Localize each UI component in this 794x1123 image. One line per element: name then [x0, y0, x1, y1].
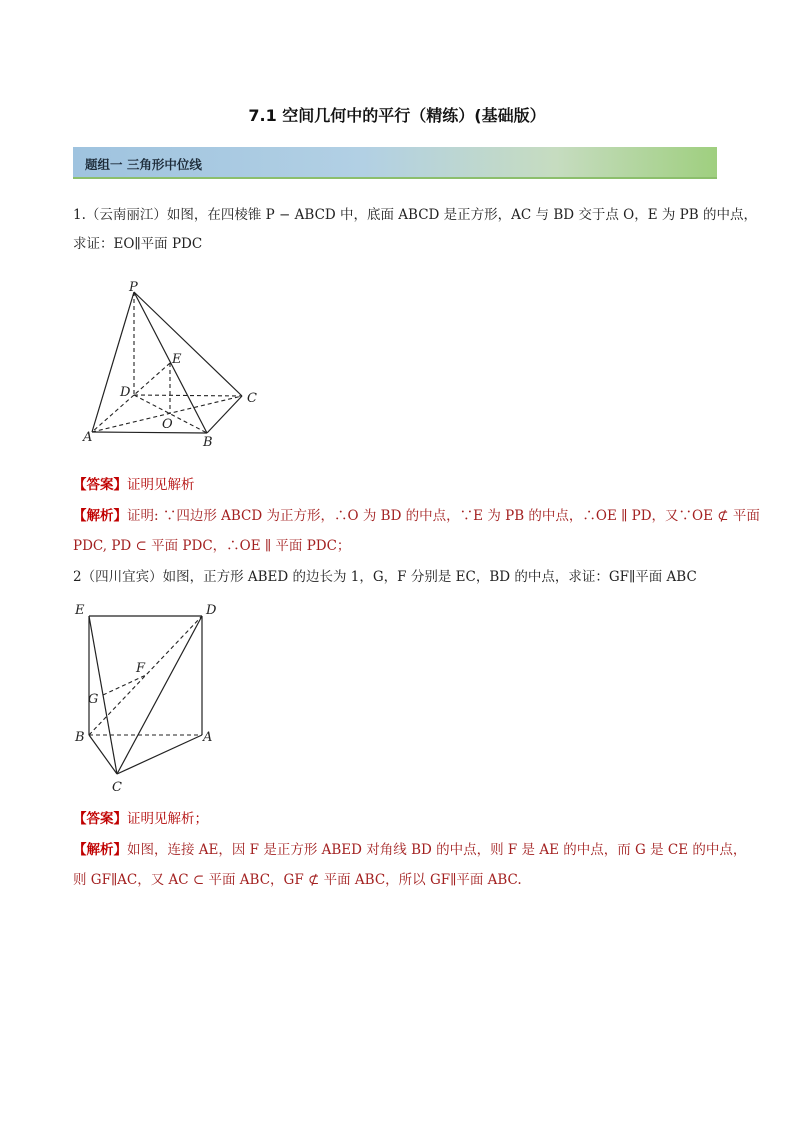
- q2-prism-figure: [70, 598, 230, 796]
- q1-statement-line1: 1.（云南丽江）如图，在四棱锥 P − ABCD 中，底面 ABCD 是正方形，AC 与 BD 交于点 O，E 为 PB 的中点，: [73, 207, 757, 223]
- q1-label-P: P: [129, 280, 138, 295]
- q1-analysis-line1: [73, 507, 760, 525]
- q2-label-F: F: [136, 661, 146, 676]
- q2-analysis-text1: 如图，连接 AE，因 F 是正方形 ABED 对角线 BD 的中点，则 F 是 AE 的中点，而 G 是 CE 的中点，: [127, 842, 747, 858]
- q1-answer-tag: 【答案】: [73, 477, 127, 493]
- q2-answer-tag: 【答案】: [73, 811, 127, 827]
- page-title: 7.1 空间几何中的平行（精练）(基础版）: [248, 106, 546, 125]
- q1-analysis-tag: 【解析】: [73, 508, 127, 524]
- q2-answer-text: 证明见解析；: [127, 811, 208, 827]
- section-banner-label: 题组一 三角形中位线: [85, 157, 202, 172]
- q2-analysis-line2: 则 GF∥AC，又 AC ⊂ 平面 ABC，GF ⊄ 平面 ABC，所以 GF∥平面 ABC.: [73, 872, 522, 888]
- q1-label-A: A: [83, 430, 93, 445]
- q2-statement-line1: 2（四川宜宾）如图，正方形 ABED 的边长为 1，G，F 分别是 EC，BD 的中点，求证：GF∥平面 ABC: [73, 569, 697, 585]
- q1-label-O: O: [162, 417, 173, 432]
- q1-label-E: E: [172, 352, 182, 367]
- q1-label-B: B: [203, 435, 213, 450]
- q1-answer-text: 证明见解析: [127, 477, 195, 493]
- q1-analysis-text1: 证明: ∵四边形 ABCD 为正方形，∴O 为 BD 的中点，∵E 为 PB 的中点，∴OE ∥ PD，又∵OE ⊄ 平面: [127, 508, 760, 524]
- q2-label-G: G: [88, 692, 99, 707]
- q2-answer: [73, 810, 208, 828]
- q1-answer: [73, 476, 195, 494]
- q2-label-E: E: [75, 603, 85, 618]
- q2-label-A: A: [203, 730, 213, 745]
- section-banner: [73, 147, 717, 179]
- q1-pyramid-figure: [80, 278, 270, 450]
- q2-label-D: D: [206, 603, 217, 618]
- q1-analysis-line2: PDC, PD ⊂ 平面 PDC，∴OE ∥ 平面 PDC；: [73, 538, 351, 554]
- q2-label-B: B: [75, 730, 85, 745]
- q1-statement-line2: 求证：EO∥平面 PDC: [73, 236, 203, 252]
- q2-label-C: C: [112, 780, 122, 795]
- q1-label-D: D: [120, 385, 131, 400]
- q1-label-C: C: [247, 391, 257, 406]
- q2-analysis-tag: 【解析】: [73, 842, 127, 858]
- q2-analysis-line1: [73, 841, 746, 859]
